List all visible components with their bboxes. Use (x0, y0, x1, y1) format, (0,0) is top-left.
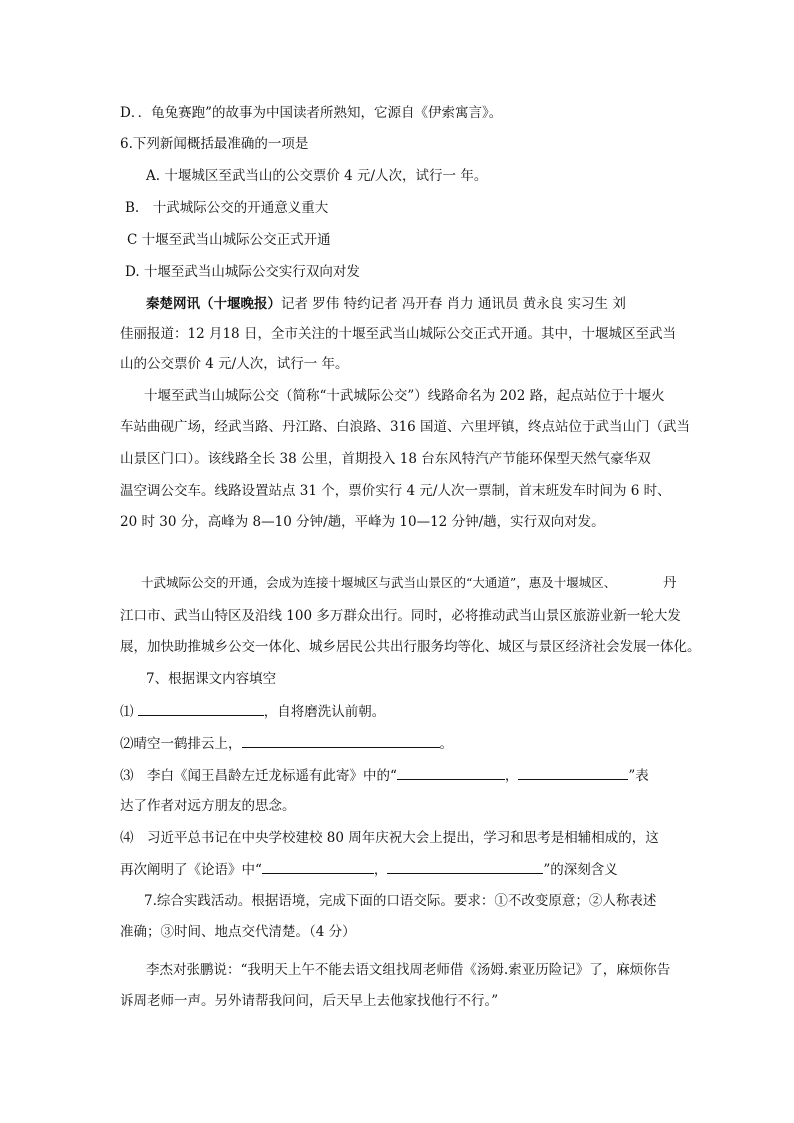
news-paragraph-3-line-1-end: 丹 (663, 575, 677, 591)
question-8-line-1: 7.综合实践活动。根据语境，完成下面的口语交际。要求：①不改变原意；②人称表述 (144, 893, 657, 909)
fill-blank-4b[interactable] (387, 859, 543, 874)
fill-blank-2[interactable] (242, 733, 440, 748)
option-d-text: D．．龟兔赛跑”的故事为中国读者所熟知，它源自《伊索寓言》。 (120, 105, 503, 121)
question-6-option-b: B. 十武城际公交的开通意义重大 (125, 200, 329, 216)
news-paragraph-3-line-2: 江口市、武当山特区及沿线 100 多万群众出行。同时，必将推动武当山景区旅游业新一轮大发 (120, 608, 681, 624)
news-paragraph-3-line-1: 十武城际公交的开通，会成为连接十堰城区与武当山景区的“大通道”，惠及十堰城区、 (141, 575, 617, 590)
news-source: 秦楚网讯（十堰晚报） (146, 296, 281, 312)
fill-item-4-line-1: ⑷ 习近平总书记在中央学校建校 80 周年庆祝大会上提出，学习和思考是相辅相成的，这 (120, 830, 659, 846)
fill-item-2-end: 。 (439, 736, 453, 752)
question-8-line-2: 准确；③时间、地点交代清楚。（4 分） (120, 924, 356, 940)
fill-item-2 (120, 733, 453, 754)
fill-blank-3b[interactable] (518, 765, 628, 780)
fill-item-3-separator: ， (504, 768, 519, 784)
fill-item-4 (120, 859, 618, 880)
fill-item-3 (120, 765, 649, 786)
news-paragraph-2-line-2: 车站曲砚广场，经武当路、丹江路、白浪路、316 国道、六里坪镇，终点站位于武当山门（武当 (120, 419, 691, 435)
fill-item-3-line-2: 达了作者对远方朋友的思念。 (120, 798, 296, 814)
news-paragraph-2-line-4: 温空调公交车。线路设置站点 31 个，票价实行 4 元/人次一票制，首末班发车时间为 6 时、 (120, 483, 671, 499)
question-6: 6.下列新闻概括最准确的一项是 (120, 136, 309, 152)
news-lead-line (146, 294, 626, 314)
fill-item-4-end: ”的深刻含义 (543, 862, 618, 878)
question-6-option-a: A. 十堰城区至武当山的公交票价 4 元/人次，试行一 年。 (146, 168, 488, 184)
fill-item-3-text: ⑶ 李白《闻王昌龄左迁龙标遥有此寄》中的“ (120, 768, 397, 784)
fill-item-3-end: ”表 (628, 768, 649, 784)
fill-item-4-separator: ， (373, 862, 388, 878)
question-8-line-4: 诉周老师一声。另外请帮我问问，后天早上去他家找他行不行。” (120, 993, 499, 1009)
question-6-option-c: C 十堰至武当山城际公交正式开通 (127, 232, 331, 248)
fill-blank-3a[interactable] (397, 765, 505, 780)
news-paragraph-2-line-1: 十堰至武当山城际公交（简称“十武城际公交”）线路命名为 202 路，起点站位于十堰火 (144, 388, 665, 404)
question-8-line-3: 李杰对张鹏说：“我明天上午不能去语文组找周老师借《汤姆.索亚历险记》了，麻烦你告 (146, 962, 671, 978)
news-paragraph-1-line-3: 山的公交票价 4 元/人次，试行一 年。 (120, 356, 349, 372)
news-paragraph-3-line-3: 展，加快助推城乡公交一体化、城乡居民公共出行服务均等化、城区与景区经济社会发展一体化。 (120, 639, 701, 655)
news-paragraph-2-line-3: 山景区门口）。该线路全长 38 公里，首期投入 18 台东风特汽产节能环保型天然气豪华双 (120, 451, 651, 467)
question-6-option-d: D. 十堰至武当山城际公交实行双向对发 (125, 264, 360, 280)
question-7: 7、根据课文内容填空 (146, 671, 277, 687)
fill-item-4-text: 再次阐明了《论语》中“ (120, 862, 262, 878)
fill-item-1-text: ，自将磨洗认前朝。 (263, 704, 386, 720)
fill-blank-1[interactable] (138, 701, 264, 716)
fill-item-1-number: ⑴ (120, 704, 134, 720)
news-paragraph-2-line-5: 20 时 30 分，高峰为 8—10 分钟/趟，平峰为 10—12 分钟/趟，实行双向对发。 (120, 514, 605, 530)
news-byline: 记者 罗伟 特约记者 冯开春 肖力 通讯员 黄永良 实习生 刘 (281, 296, 626, 312)
news-paragraph-1-line-2: 佳丽报道：12 月18 日，全市关注的十堰至武当山城际公交正式开通。其中，十堰城区至武当 (120, 326, 676, 342)
fill-blank-4a[interactable] (262, 859, 374, 874)
fill-item-2-text: ⑵晴空一鹤排云上， (120, 736, 242, 752)
fill-item-1 (120, 701, 385, 722)
